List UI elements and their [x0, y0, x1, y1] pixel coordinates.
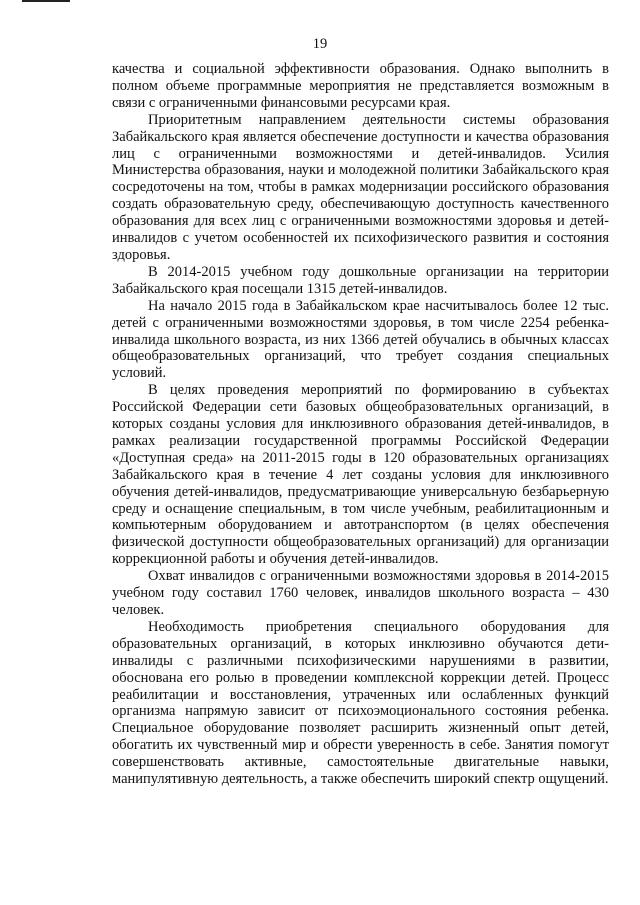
- paragraph-6: Охват инвалидов с ограниченными возможностями здоровья в 2014-2015 учебном году составил 1760 человек, инвалидов школьного возраста – 430 человек.: [112, 568, 609, 618]
- paragraph-1: качества и социальной эффективности образования. Однако выполнить в полном объеме программные мероприятия не представляется возможным в связи с ограниченными финансовыми ресурсами края.: [112, 61, 609, 111]
- paragraph-3: В 2014-2015 учебном году дошкольные организации на территории Забайкальского края посещали 1315 детей-инвалидов.: [112, 263, 609, 297]
- document-body: [112, 61, 609, 788]
- paragraph-5: В целях проведения мероприятий по формированию в субъектах Российской Федерации сети базовых общеобразовательных организаций, в которых созданы условия для инклюзивного образования детей-инвалидов, в рамках реализации государственной программы Российской Федерации «Доступная среда» на 2011-2015 годы в 120 образовательных организациях Забайкальского края в течение 4 лет созданы условия для инклюзивного обучения детей-инвалидов, предусматривающие универсальную безбарьерную среду и оснащение специальным, в том числе учебным, реабилитационным и компьютерным оборудованием и автотранспортом (в целях обеспечения физической доступности общеобразовательных организаций) для организации коррекционной работы и обучения детей-инвалидов.: [112, 382, 609, 568]
- paragraph-4: На начало 2015 года в Забайкальском крае насчитывалось более 12 тыс. детей с ограниченными возможностями здоровья, в том числе 2254 ребенка-инвалида школьного возраста, из них 1366 детей обучались в обычных классах общеобразовательных организаций, что требует создания специальных условий.: [112, 297, 609, 382]
- page-number: 19: [312, 36, 328, 52]
- paragraph-2: Приоритетным направлением деятельности системы образования Забайкальского края является обеспечение доступности и качества образования лиц с ограниченными возможностями и детей-инвалидов. Усилия Министерства образования, науки и молодежной политики Забайкальского края сосредоточены на том, чтобы в рамках модернизации российского образования создать образовательную среду, обеспечивающую доступность качественного образования для всех лиц с ограниченными возможностями здоровья и детей-инвалидов с учетом особенностей их психофизического развития и состояния здоровья.: [112, 111, 609, 263]
- scan-corner-mark: [22, 0, 70, 2]
- paragraph-7: Необходимость приобретения специального оборудования для образовательных организаций, в которых инклюзивно обучаются дети-инвалиды с различными психофизическими нарушениями в развитии, обоснована его ролью в проведении комплексной коррекции детей. Процесс реабилитации и восстановления, утраченных или ослабленных функций организма напрямую зависит от психоэмоционального состояния ребенка. Специальное оборудование позволяет расширить жизненный опыт детей, обогатить их чувственный мир и обрести уверенность в себе. Занятия помогут совершенствовать активные, самостоятельные двигательные навыки, манипулятивную деятельность, а также обеспечить широкий спектр ощущений.: [112, 618, 609, 788]
